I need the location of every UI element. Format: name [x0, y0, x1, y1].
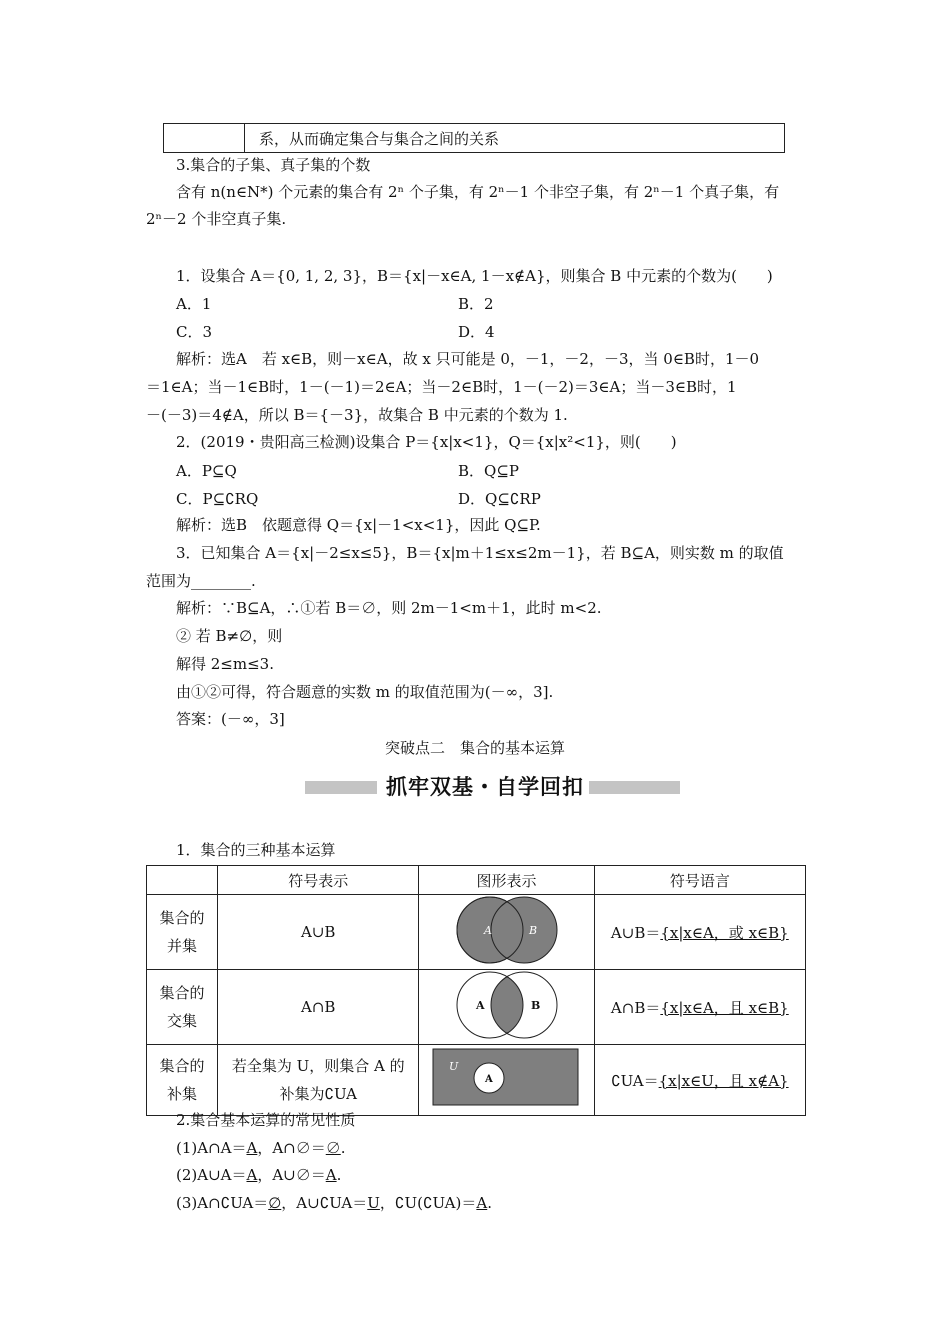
section3-title: 3.集合的子集、真子集的个数 [176, 156, 371, 174]
ops-table [146, 865, 806, 1116]
ops-header-empty [147, 866, 218, 895]
row-name-line1: 集合的 [159, 984, 205, 1002]
q2-option-c: C．P⊆∁RQ [176, 490, 259, 508]
venn-label-u: U [448, 1060, 458, 1073]
row-name-line1: 集合的 [159, 1057, 205, 1075]
q1-option-a: A．1 [176, 295, 212, 313]
venn-circle-b [491, 897, 557, 963]
q1-solution-line1: 解析：选A 若 x∈B，则－x∈A，故 x 只可能是 0，－1，－2，－3，当 0∈B时，1－0 [176, 350, 760, 368]
venn-intersection-diagram [432, 970, 582, 1040]
row-name-line2: 并集 [167, 937, 198, 955]
q3-stem-line1: 3．已知集合 A＝{x|－2≤x≤5}，B＝{x|m＋1≤x≤2m－1}，若 B⊆A，则实数 m 的取值 [176, 544, 784, 562]
row-name-intersection [147, 970, 218, 1045]
q1-solution-line3: －(－3)＝4∉A，所以 B＝{－3}，故集合 B 中元素的个数为 1. [146, 406, 568, 424]
row-name-line2: 交集 [167, 1012, 198, 1030]
venn-label-a: A [483, 924, 492, 937]
row-language-complement [594, 1045, 805, 1116]
row-symbol-intersection: A∩B [218, 970, 419, 1045]
q2-option-a: A．P⊆Q [176, 462, 237, 480]
ops-title: 1．集合的三种基本运算 [176, 841, 336, 859]
row-symbol-complement [218, 1045, 419, 1116]
lang-set: {x|x∈A，且 x∈B} [660, 998, 789, 1017]
lang-set: {x|x∈A，或 x∈B} [660, 923, 789, 942]
banner-left-bar [305, 781, 377, 794]
venn-union [419, 895, 594, 970]
q2-option-d: D．Q⊆∁RP [458, 490, 541, 508]
venn-label-a: A [484, 1074, 493, 1085]
q3-solution-line2: ② 若 B≠∅，则 [176, 627, 283, 645]
table-row [147, 970, 806, 1045]
row-language-union [594, 895, 805, 970]
q3-stem-line2: 范围为________. [146, 572, 256, 590]
banner-right-bar [589, 781, 680, 794]
top-table-text-cell: 系，从而确定集合与集合之间的关系 [245, 124, 785, 153]
banner [305, 772, 680, 802]
symbol-line2: 补集为∁UA [279, 1085, 358, 1103]
venn-complement-diagram [432, 1048, 582, 1108]
q1-option-c: C．3 [176, 323, 213, 341]
venn-union-diagram [432, 895, 582, 965]
top-table-empty-cell [164, 124, 245, 153]
banner-text: 抓牢双基・自学回扣 [386, 775, 584, 799]
symbol-line1: 若全集为 U，则集合 A 的 [231, 1057, 405, 1075]
row-name-union [147, 895, 218, 970]
q1-option-d: D．4 [458, 323, 495, 341]
row-name-complement [147, 1045, 218, 1116]
venn-complement [419, 1045, 594, 1116]
venn-label-b: B [528, 924, 537, 937]
lang-set: {x|x∈U，且 x∉A} [658, 1071, 789, 1090]
q2-option-b: B．Q⊆P [458, 462, 519, 480]
row-name-line1: 集合的 [159, 909, 205, 927]
props-line2: (2)A∪A＝A，A∪∅＝A. [176, 1166, 342, 1184]
props-line1: (1)A∩A＝A，A∩∅＝∅. [176, 1139, 346, 1157]
row-language-intersection [594, 970, 805, 1045]
q2-stem: 2．(2019・贵阳高三检测)设集合 P＝{x|x<1}，Q＝{x|x²<1}，则( ) [176, 433, 677, 451]
q2-solution: 解析：选B 依题意得 Q＝{x|－1<x<1}，因此 Q⊆P. [176, 516, 541, 534]
ops-table-header-row [147, 866, 806, 895]
ops-header-figure: 图形表示 [419, 866, 594, 895]
venn-intersection [419, 970, 594, 1045]
props-line3: (3)A∩∁UA＝∅，A∪∁UA＝U，∁U(∁UA)＝A. [176, 1194, 492, 1212]
q3-answer: 答案：(－∞，3] [176, 710, 285, 728]
lang-prefix: A∩B＝ [610, 998, 661, 1017]
table-row [147, 895, 806, 970]
table-row [147, 1045, 806, 1116]
row-name-line2: 补集 [167, 1085, 198, 1103]
venn-label-b: B [530, 999, 540, 1012]
venn-universe [433, 1049, 578, 1105]
ops-header-language: 符号语言 [594, 866, 805, 895]
q1-option-b: B．2 [458, 295, 494, 313]
q3-solution-line3: 解得 2≤m≤3. [176, 655, 274, 673]
q3-solution-line4: 由①②可得，符合题意的实数 m 的取值范围为(－∞，3]. [176, 683, 554, 701]
q1-solution-line2: ＝1∈A；当－1∈B时，1－(－1)＝2∈A；当－2∈B时，1－(－2)＝3∈A；当－3∈B时，1 [146, 378, 737, 396]
section3-text-line2: 2ⁿ－2 个非空真子集. [146, 210, 287, 228]
venn-label-a: A [475, 999, 485, 1012]
lang-prefix: A∪B＝ [610, 923, 661, 942]
q1-stem: 1．设集合 A＝{0, 1, 2, 3}，B＝{x|－x∈A, 1－x∉A}，则集合 B 中元素的个数为( ) [176, 267, 773, 285]
section-heading: 突破点二 集合的基本运算 [384, 739, 565, 757]
ops-header-symbol: 符号表示 [218, 866, 419, 895]
row-symbol-union: A∪B [218, 895, 419, 970]
q3-solution-line1: 解析：∵B⊆A，∴①若 B＝∅，则 2m－1<m＋1，此时 m<2. [176, 599, 602, 617]
top-table [163, 123, 785, 153]
props-title: 2.集合基本运算的常见性质 [176, 1111, 356, 1129]
lang-prefix: ∁UA＝ [611, 1071, 659, 1090]
section3-text-line1: 含有 n(n∈N*) 个元素的集合有 2ⁿ 个子集，有 2ⁿ－1 个非空子集，有 2ⁿ－1 个真子集，有 [176, 183, 780, 201]
